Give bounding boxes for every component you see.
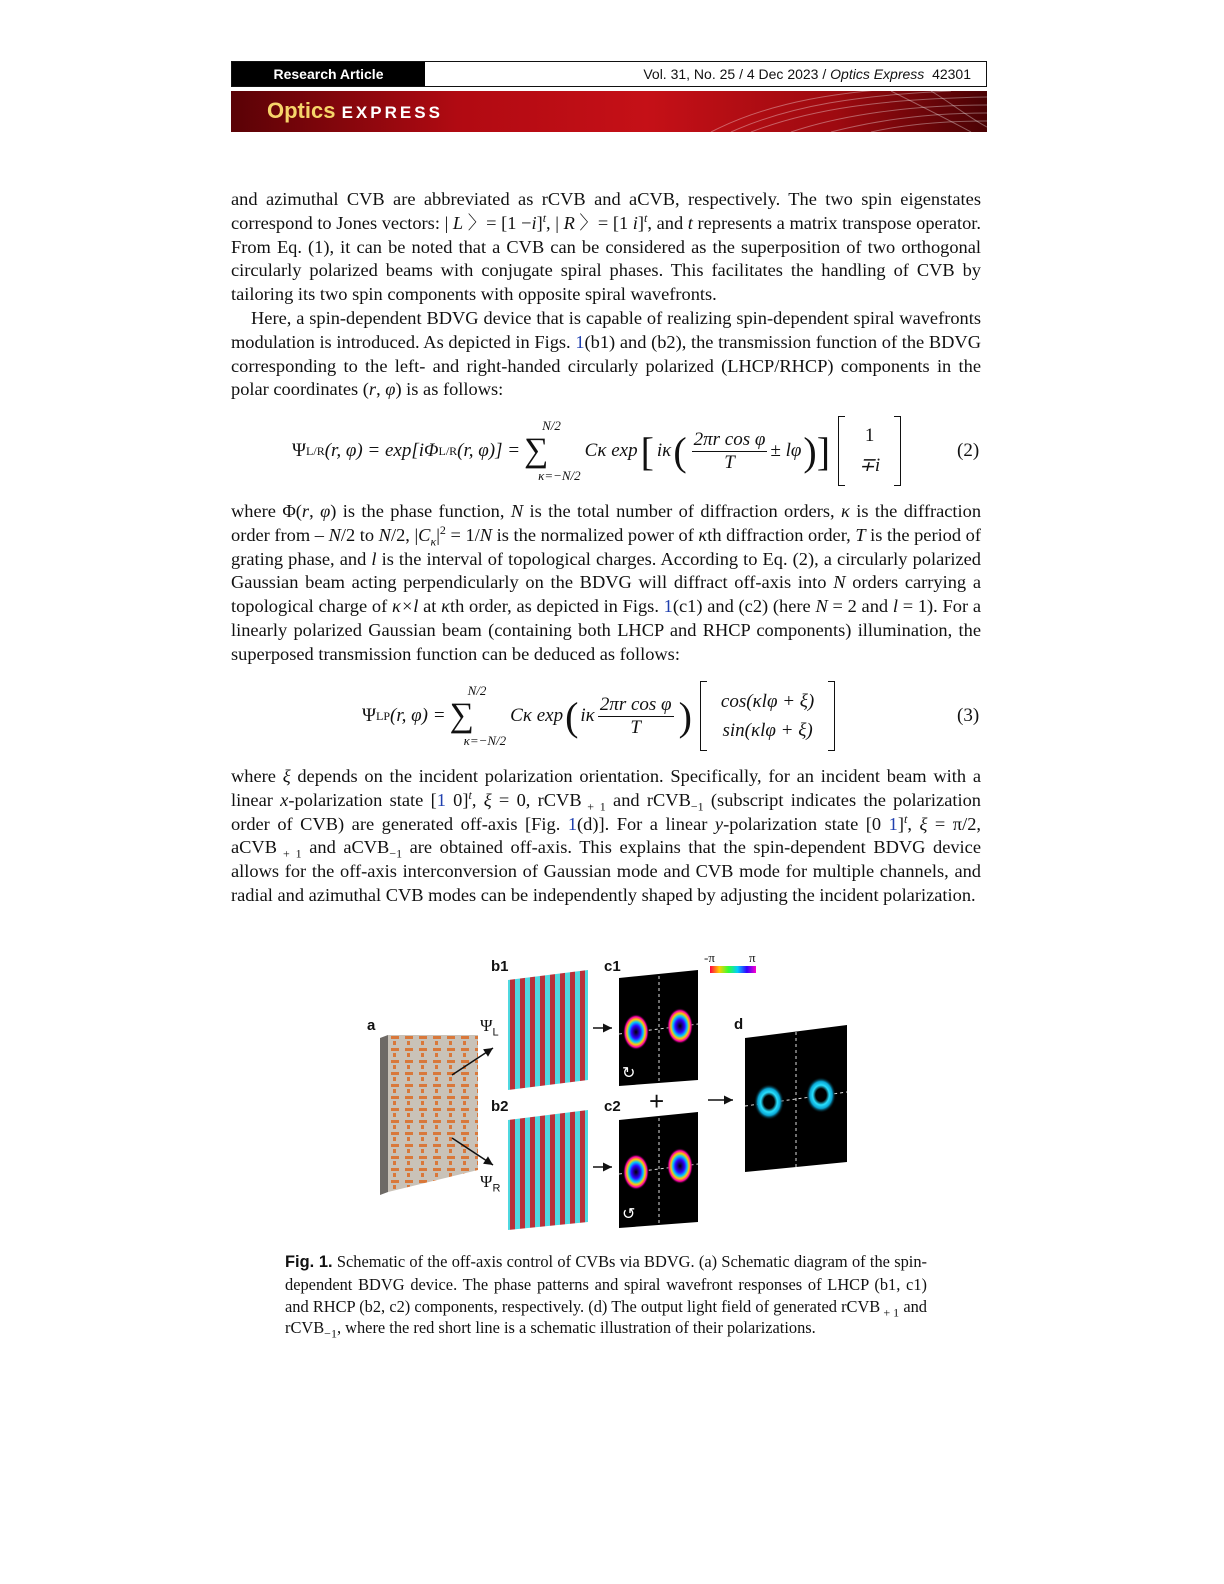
fig-ref-link[interactable]: 1: [575, 331, 585, 352]
rotation-cw-icon: ↺: [622, 1206, 636, 1223]
body-paragraph-3: where Φ(r, φ) is the phase function, N is the total number of diffraction orders, κ is the diffraction order from – N/2 to N/2, $|C_\kappa|^2 = 1/N$ is the normalized power of κth diffraction order, T is the period of grating phase, and l is the interval of topological charges. According to Eq. (2), a circularly polarized Gaussian beam acting perpendicularly on the BDVG will diffract off-axis into N orders carrying a topological charge of κ×l at κth order, as depicted in Figs. 1(c1) and (c2) (here N = 2 and l = 1). For a linearly polarized Gaussian beam (containing both LHCP and RHCP components) illumination, the superposed transmission function can be deduced as follows:: [231, 501, 982, 664]
figure-label-d: d: [734, 1016, 744, 1033]
equation-2-number: (2): [957, 440, 980, 461]
rotation-ccw-icon: ↻: [622, 1065, 636, 1082]
article-type: Research Article: [232, 62, 425, 86]
figure-label-a: a: [367, 1017, 376, 1034]
body-paragraph-1: and azimuthal CVB are abbreviated as rCVB and aCVB, respectively. The two spin eigenstates correspond to Jones vectors: | L 〉= $[1 -i]^t$, | R 〉= [1 i]$^t$, and t represents a matrix transpose operator. From Eq. (1), it can be noted that a CVB can be considered as the superposition of two orthogonal circularly polarized beams with conjugate spiral phases. This facilitates the handling of CVB by tailoring its two spin components with opposite spiral wavefronts. Here, a spin-dependent BDVG device that is capable of realizing spin-dependent spiral wavefronts modulation is introduced. As depicted in Figs. 1(b1) and (b2), the transmission function of the BDVG corresponding to the left- and right-handed circularly polarized (LHCP/RHCP) components in the polar coordinates (r, φ) is as follows:: [231, 188, 981, 402]
fig-ref-link[interactable]: 1: [567, 813, 578, 834]
figure-1-graphic: [360, 950, 860, 1235]
journal-logo: Optics EXPRESS: [267, 98, 443, 123]
journal-info: Vol. 31, No. 25 / 4 Dec 2023 / Optics Express 42301: [643, 66, 971, 82]
figure-label-b2: b2: [491, 1098, 509, 1115]
caption-figure-label: Fig. 1.: [285, 1253, 333, 1271]
bdvg-device: [380, 1035, 478, 1195]
psi-l-label: $\Psi_L$: [480, 1016, 499, 1039]
journal-header: [231, 61, 987, 87]
figure-label-b1: b1: [491, 958, 509, 975]
figure-label-c2: c2: [604, 1098, 621, 1115]
equation-3-number: (3): [957, 705, 980, 726]
colorbar-min-label: -π: [704, 950, 715, 965]
fig-ref-link[interactable]: 1: [663, 596, 673, 617]
colorbar-max-label: π: [749, 950, 756, 965]
figure-label-c1: c1: [604, 958, 621, 975]
plus-sign: +: [649, 1086, 665, 1116]
figure-1: [360, 950, 860, 1235]
body-paragraph-2: Here, a spin-dependent BDVG device that is capable of realizing spin-dependent spiral wavefronts modulation is introduced. As depicted in Figs. 1(b1) and (b2), the transmission function of the BDVG corresponding to the left- and right-handed circularly polarized (LHCP/RHCP) components in the polar coordinates (r, φ) is as follows:: [231, 307, 981, 400]
equation-3: Ψ LP (r, φ) = N/2 ∑ κ=−N/2 Cκ exp ( iκ $\frac{\text{2πr cos φ}}{T}$ ) cos(κlφ + ξ) sin(κlφ + ξ): [362, 680, 835, 752]
page-number: 42301: [932, 66, 971, 82]
body-paragraph-4: where ξ depends on the incident polarization orientation. Specifically, for an incident beam with a linear x-polarization state [1 0]$^t$, ξ = 0, rCVB $_{+ 1}$ and rCVB$_{-1}$ (subscript indicates the polarization order of CVB) are generated off-axis [Fig. 1(d)]. For a linear y-polarization state [0 1]$^t$, ξ = π/2, aCVB $_{+ 1}$ and aCVB$_{-1}$ are obtained off-axis. This explains that the spin-dependent BDVG device allows for the off-axis interconversion of Gaussian mode and CVB mode for multiple channels, and radial and azimuthal CVB modes can be independently shaped by adjusting the incident polarization.: [231, 766, 981, 905]
psi-r-label: $\Psi_R$: [480, 1172, 501, 1195]
journal-banner: [231, 91, 987, 132]
figure-1-caption: Fig. 1. Schematic of the off-axis control of CVBs via BDVG. (a) Schematic diagram of the spin-dependent BDVG device. The phase patterns and spiral wavefront responses of LHCP (b1, c1) and RHCP (b2, c2) components, respectively. (d) The output light field of generated rCVB $_{+ 1}$ and rCVB$_{-1}$, where the red short line is a schematic illustration of their polarizations.: [285, 1252, 928, 1341]
equation-2: Ψ L/R (r, φ) = exp[iΦ L/R (r, φ)] = N/2 ∑ κ=−N/2 Cκ exp [ iκ ( $\frac{\text{2πr cos φ}}{T}$ ± lφ )] 1 ∓i: [292, 414, 901, 488]
